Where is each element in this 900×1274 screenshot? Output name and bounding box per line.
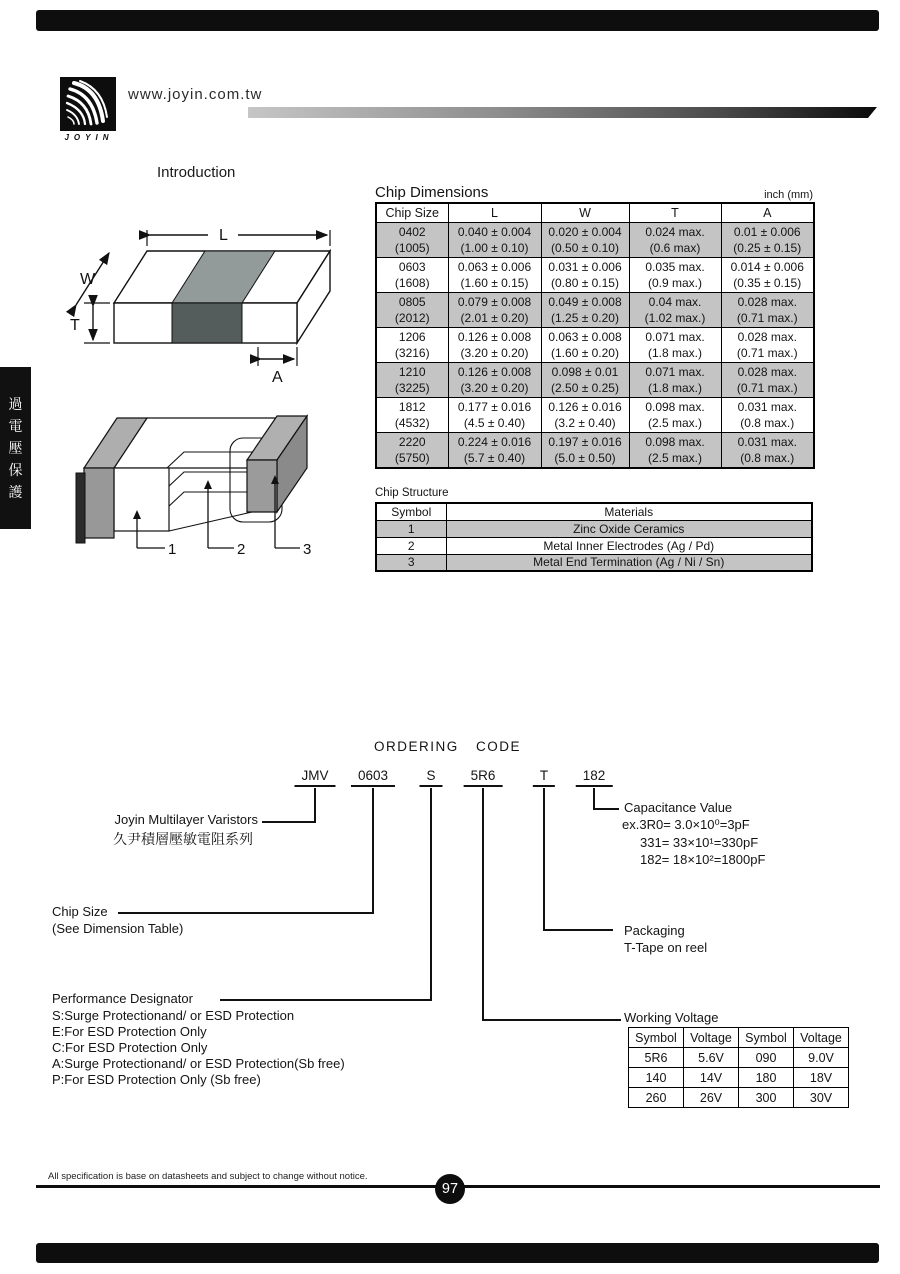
dim-row	[376, 327, 814, 362]
chip-dimension-diagram	[62, 206, 352, 386]
series-label-zh: 久尹積層壓敏電阻系列	[113, 831, 253, 847]
bottom-border-bar	[36, 1243, 879, 1263]
packaging-sublabel: T-Tape on reel	[624, 940, 708, 955]
dim-cell: 0.071 max. (1.8 max.)	[629, 327, 721, 362]
performance-line: E:For ESD Protection Only	[52, 1024, 207, 1039]
dim-header-w: W	[541, 203, 629, 222]
wv-cell: 180	[739, 1068, 794, 1088]
working-voltage-title: Working Voltage	[624, 1010, 719, 1025]
struct-header-materials: Materials	[446, 503, 812, 520]
capacitance-line: 331= 33×10¹=330pF	[640, 834, 759, 850]
capacitance-title: Capacitance Value	[624, 800, 733, 815]
website-url: www.joyin.com.tw	[128, 86, 263, 103]
dim-cell: 0.028 max. (0.71 max.)	[721, 362, 814, 397]
dim-cell: 0.035 max. (0.9 max.)	[629, 257, 721, 292]
performance-line: C:For ESD Protection Only	[52, 1040, 208, 1055]
dim-row	[376, 397, 814, 432]
wv-cell: 30V	[794, 1088, 849, 1108]
chip-structure-tbody	[376, 520, 812, 571]
wv-header-voltage-1: Voltage	[684, 1028, 739, 1048]
chip-dimensions-unit: inch (mm)	[764, 189, 813, 201]
dim-cell: 0.028 max. (0.71 max.)	[721, 327, 814, 362]
struct-row	[376, 537, 812, 554]
wv-header-row	[629, 1028, 849, 1048]
dim-header-l: L	[448, 203, 541, 222]
code-part-packaging: T	[533, 768, 555, 787]
working-voltage-table	[628, 1027, 849, 1108]
struct-cell: 2	[376, 537, 446, 554]
chip-size-label: Chip Size	[52, 904, 108, 919]
wv-header-symbol-2: Symbol	[739, 1028, 794, 1048]
dim-header-t: T	[629, 203, 721, 222]
struct-cell: Zinc Oxide Ceramics	[446, 520, 812, 537]
struct-row	[376, 554, 812, 571]
chip-dimensions-table	[375, 202, 815, 469]
wv-cell: 14V	[684, 1068, 739, 1088]
dim-cell: 0.024 max. (0.6 max)	[629, 222, 721, 257]
footer-note: All specification is base on datasheets and subject to change without notice.	[48, 1171, 368, 1182]
performance-line: P:For ESD Protection Only (Sb free)	[52, 1072, 261, 1087]
dim-row	[376, 257, 814, 292]
dim-label-a: A	[272, 369, 283, 386]
side-tab-char: 過	[8, 395, 23, 412]
dim-header-chip-size: Chip Size	[376, 203, 448, 222]
side-tab-char: 電	[8, 417, 23, 434]
chip-structure-diagram	[62, 400, 352, 565]
wv-cell: 260	[629, 1088, 684, 1108]
dim-cell: 0.028 max. (0.71 max.)	[721, 292, 814, 327]
dim-cell: 0.098 ± 0.01 (2.50 ± 0.25)	[541, 362, 629, 397]
capacitance-line: ex.3R0= 3.0×10⁰=3pF	[622, 817, 750, 832]
struct-header-symbol: Symbol	[376, 503, 446, 520]
chip-dimensions-title: Chip Dimensions	[375, 184, 489, 201]
wv-row	[629, 1088, 849, 1108]
dim-header-a: A	[721, 203, 814, 222]
structure-callout-3: 3	[303, 541, 312, 558]
header-gradient-bar	[248, 107, 877, 118]
structure-callout-1: 1	[168, 541, 177, 558]
chip-structure-title: Chip Structure	[375, 487, 449, 499]
dim-cell: 1206 (3216)	[376, 327, 448, 362]
dim-cell: 0.079 ± 0.008 (2.01 ± 0.20)	[448, 292, 541, 327]
dim-row	[376, 432, 814, 468]
struct-cell: Metal End Termination (Ag / Ni / Sn)	[446, 554, 812, 571]
performance-lines	[52, 1008, 345, 1088]
wv-row	[629, 1068, 849, 1088]
series-label: Joyin Multilayer Varistors	[114, 812, 258, 827]
dim-label-l: L	[219, 227, 228, 244]
dim-cell: 0.071 max. (1.8 max.)	[629, 362, 721, 397]
side-tab-char: 保	[8, 461, 23, 478]
dim-cell: 0.126 ± 0.008 (3.20 ± 0.20)	[448, 327, 541, 362]
dim-cell: 0.098 max. (2.5 max.)	[629, 397, 721, 432]
dim-cell: 0.126 ± 0.008 (3.20 ± 0.20)	[448, 362, 541, 397]
dim-cell: 1210 (3225)	[376, 362, 448, 397]
dim-cell: 0.031 max. (0.8 max.)	[721, 432, 814, 468]
code-part-series: JMV	[295, 768, 336, 787]
dim-cell: 0.063 ± 0.006 (1.60 ± 0.15)	[448, 257, 541, 292]
working-voltage-tbody	[629, 1048, 849, 1108]
page-number-badge: 97	[435, 1174, 465, 1204]
dim-cell: 0603 (1608)	[376, 257, 448, 292]
dim-cell: 0.063 ± 0.008 (1.60 ± 0.20)	[541, 327, 629, 362]
dim-cell: 0.197 ± 0.016 (5.0 ± 0.50)	[541, 432, 629, 468]
performance-title: Performance Designator	[52, 991, 193, 1006]
dim-cell: 2220 (5750)	[376, 432, 448, 468]
struct-cell: 1	[376, 520, 446, 537]
code-part-performance: S	[419, 768, 442, 787]
side-tab-char: 壓	[8, 439, 23, 456]
dim-label-t: T	[70, 317, 80, 334]
dim-cell: 0.04 max. (1.02 max.)	[629, 292, 721, 327]
dim-cell: 0.177 ± 0.016 (4.5 ± 0.40)	[448, 397, 541, 432]
wv-cell: 18V	[794, 1068, 849, 1088]
joyin-logo	[60, 77, 116, 131]
dim-label-w: W	[80, 271, 96, 288]
capacitance-lines	[622, 816, 765, 869]
code-part-chip-size: 0603	[351, 768, 395, 787]
wv-cell: 5R6	[629, 1048, 684, 1068]
ordering-code-heading: ORDERING CODE	[374, 739, 522, 754]
dim-cell: 0.040 ± 0.004 (1.00 ± 0.10)	[448, 222, 541, 257]
wv-header-voltage-2: Voltage	[794, 1028, 849, 1048]
struct-header-row	[376, 503, 812, 520]
dim-cell: 1812 (4532)	[376, 397, 448, 432]
dim-cell: 0402 (1005)	[376, 222, 448, 257]
struct-cell: Metal Inner Electrodes (Ag / Pd)	[446, 537, 812, 554]
performance-line: A:Surge Protectionand/ or ESD Protection(Sb free)	[52, 1056, 345, 1071]
performance-line: S:Surge Protectionand/ or ESD Protection	[52, 1008, 295, 1023]
structure-callout-2: 2	[237, 541, 246, 558]
intro-heading: Introduction	[157, 164, 236, 181]
top-border-bar	[36, 10, 879, 31]
dim-cell: 0805 (2012)	[376, 292, 448, 327]
code-part-capacitance: 182	[576, 768, 613, 787]
dim-cell: 0.014 ± 0.006 (0.35 ± 0.15)	[721, 257, 814, 292]
dim-cell: 0.01 ± 0.006 (0.25 ± 0.15)	[721, 222, 814, 257]
wv-cell: 5.6V	[684, 1048, 739, 1068]
dim-row	[376, 362, 814, 397]
dim-cell: 0.049 ± 0.008 (1.25 ± 0.20)	[541, 292, 629, 327]
dim-cell: 0.098 max. (2.5 max.)	[629, 432, 721, 468]
dim-header-row	[376, 203, 814, 222]
wv-cell: 140	[629, 1068, 684, 1088]
side-tab-overvoltage	[0, 367, 31, 529]
wv-cell: 090	[739, 1048, 794, 1068]
dim-cell: 0.126 ± 0.016 (3.2 ± 0.40)	[541, 397, 629, 432]
wv-cell: 9.0V	[794, 1048, 849, 1068]
joyin-swirl-icon	[60, 77, 116, 131]
dim-cell: 0.020 ± 0.004 (0.50 ± 0.10)	[541, 222, 629, 257]
code-part-voltage: 5R6	[464, 768, 503, 787]
dim-row	[376, 222, 814, 257]
packaging-title: Packaging	[624, 923, 685, 938]
dim-row	[376, 292, 814, 327]
joyin-logo-text: JOYIN	[64, 133, 114, 142]
chip-structure-table	[375, 502, 813, 572]
wv-cell: 300	[739, 1088, 794, 1108]
chip-size-sublabel: (See Dimension Table)	[52, 921, 184, 936]
dim-cell: 0.031 max. (0.8 max.)	[721, 397, 814, 432]
chip-dimensions-tbody	[376, 222, 814, 468]
capacitance-line: 182= 18×10²=1800pF	[640, 852, 766, 867]
struct-cell: 3	[376, 554, 446, 571]
wv-cell: 26V	[684, 1088, 739, 1108]
dim-cell: 0.224 ± 0.016 (5.7 ± 0.40)	[448, 432, 541, 468]
dim-cell: 0.031 ± 0.006 (0.80 ± 0.15)	[541, 257, 629, 292]
wv-row	[629, 1048, 849, 1068]
wv-header-symbol-1: Symbol	[629, 1028, 684, 1048]
struct-row	[376, 520, 812, 537]
side-tab-char: 護	[8, 483, 23, 500]
